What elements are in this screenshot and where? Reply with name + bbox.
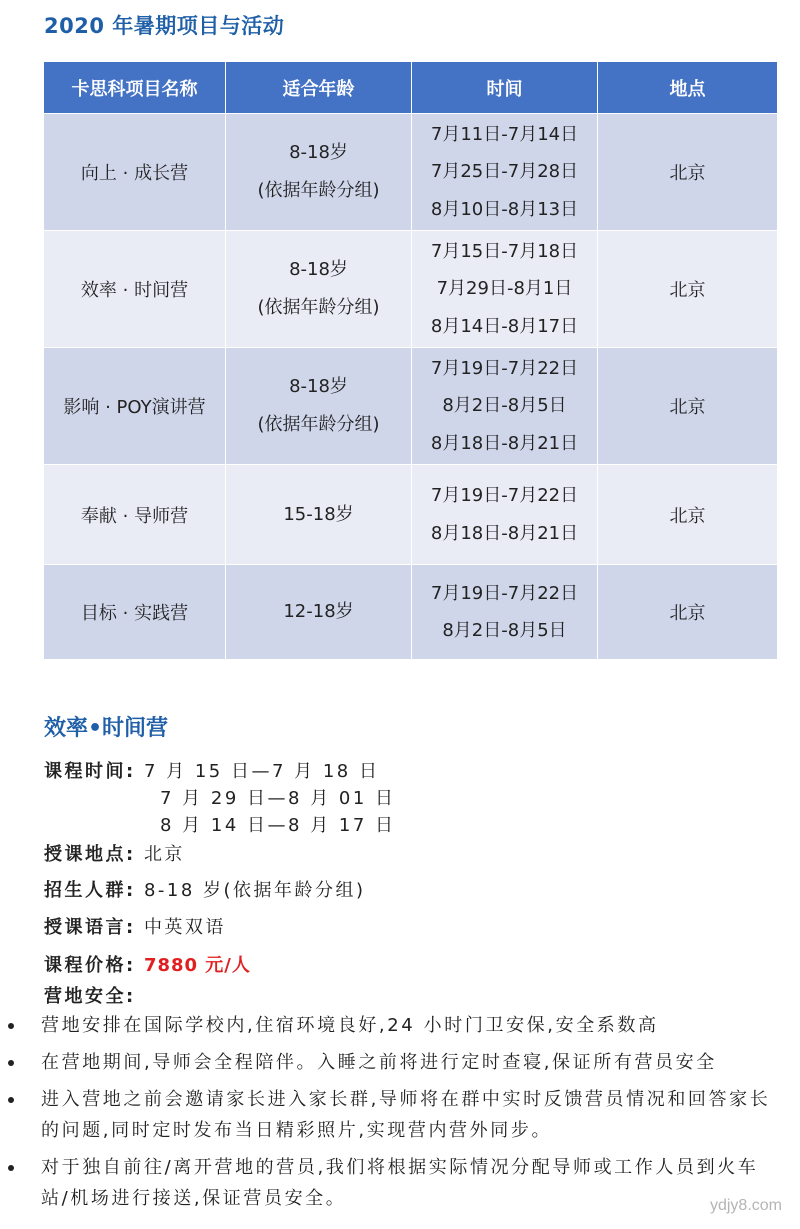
date-range — [412, 565, 598, 660]
date-range — [412, 114, 598, 231]
safety-row — [44, 982, 136, 1008]
list-item: 在营地期间,导师会全程陪伴。入睡之前将进行定时查寝,保证所有营员安全 — [0, 1047, 800, 1078]
place-value: 北京 — [143, 844, 185, 865]
date-range — [412, 465, 598, 565]
date-line: 7月25日-7月28日 — [430, 161, 579, 183]
header-project-name: 卡思科项目名称 — [44, 62, 226, 114]
bullet-icon — [8, 1165, 14, 1171]
table-row — [44, 348, 778, 465]
language-row — [44, 913, 226, 939]
header-age: 适合年龄 — [226, 62, 412, 114]
location: 北京 — [598, 465, 778, 565]
location: 北京 — [598, 348, 778, 465]
date-line: 7月19日-7月22日 — [430, 582, 579, 604]
page-title: 2020 年暑期项目与活动 — [44, 14, 285, 38]
course-time-value: 7 月 29 日—8 月 01 日 — [160, 788, 396, 809]
price-row — [44, 951, 251, 977]
course-time-row — [44, 757, 379, 783]
date-line: 8月14日-8月17日 — [430, 315, 579, 337]
date-range — [412, 231, 598, 348]
date-line: 7月11日-7月14日 — [430, 123, 579, 145]
bullet-icon — [8, 1097, 14, 1103]
age-line: (依据年龄分组) — [257, 297, 380, 318]
watermark: ydjy8.com — [709, 1197, 782, 1214]
table-row — [44, 465, 778, 565]
price-label: 课程价格: — [44, 955, 136, 976]
date-line: 8月10日-8月13日 — [430, 198, 579, 220]
language-label: 授课语言: — [44, 917, 136, 938]
age-range — [226, 565, 412, 660]
header-location: 地点 — [598, 62, 778, 114]
date-line: 8月18日-8月21日 — [430, 432, 579, 454]
course-time-label: 课程时间: — [44, 761, 136, 782]
section-title: 效率•时间营 — [44, 716, 169, 741]
age-range — [226, 465, 412, 565]
age-line: (依据年龄分组) — [257, 414, 380, 435]
project-name: 影响 · POY演讲营 — [44, 348, 226, 465]
audience-row — [44, 876, 366, 902]
age-line: 15-18岁 — [283, 503, 354, 525]
table-header-row — [44, 62, 778, 114]
age-line: (依据年龄分组) — [257, 180, 380, 201]
course-time-value: 7 月 15 日—7 月 18 日 — [143, 761, 380, 782]
age-line: 8-18岁 — [289, 142, 348, 163]
header-time: 时间 — [412, 62, 598, 114]
age-range — [226, 114, 412, 231]
list-item: 进入营地之前会邀请家长进入家长群,导师将在群中实时反馈营员情况和回答家长的问题,同时定时发布当日精彩照片,实现营内营外同步。 — [0, 1084, 800, 1146]
price-value: 7880 元/人 — [143, 955, 251, 976]
location: 北京 — [598, 231, 778, 348]
list-item: 对于独自前往/离开营地的营员,我们将根据实际情况分配导师或工作人员到火车站/机场进行接送,保证营员安全。 — [0, 1152, 800, 1214]
schedule-table — [43, 61, 778, 660]
bullet-icon — [8, 1023, 14, 1029]
project-name: 奉献 · 导师营 — [44, 465, 226, 565]
list-item: 营地安排在国际学校内,住宿环境良好,24 小时门卫安保,安全系数高 — [0, 1010, 800, 1041]
table-row — [44, 565, 778, 660]
date-line: 8月18日-8月21日 — [430, 522, 579, 544]
date-line: 7月15日-7月18日 — [430, 240, 579, 262]
table-row — [44, 114, 778, 231]
project-name: 目标 · 实践营 — [44, 565, 226, 660]
project-name: 效率 · 时间营 — [44, 231, 226, 348]
project-name: 向上 · 成长营 — [44, 114, 226, 231]
date-range — [412, 348, 598, 465]
course-time-value: 8 月 14 日—8 月 17 日 — [160, 815, 396, 836]
location: 北京 — [598, 114, 778, 231]
safety-label: 营地安全: — [44, 986, 136, 1007]
table-row — [44, 231, 778, 348]
bullet-icon — [8, 1060, 14, 1066]
age-range — [226, 231, 412, 348]
date-line: 8月2日-8月5日 — [442, 620, 567, 641]
safety-list — [0, 1010, 800, 1220]
age-line: 8-18岁 — [289, 259, 348, 280]
location: 北京 — [598, 565, 778, 660]
language-value: 中英双语 — [143, 917, 226, 938]
audience-label: 招生人群: — [44, 880, 136, 901]
date-line: 7月29日-8月1日 — [436, 278, 573, 300]
audience-value: 8-18 岁(依据年龄分组) — [143, 880, 366, 901]
place-label: 授课地点: — [44, 844, 136, 865]
date-line: 7月19日-7月22日 — [430, 485, 579, 506]
age-line: 8-18岁 — [289, 376, 348, 397]
date-line: 7月19日-7月22日 — [430, 357, 579, 379]
age-range — [226, 348, 412, 465]
place-row — [44, 840, 185, 866]
date-line: 8月2日-8月5日 — [442, 395, 567, 417]
age-line: 12-18岁 — [283, 601, 354, 622]
